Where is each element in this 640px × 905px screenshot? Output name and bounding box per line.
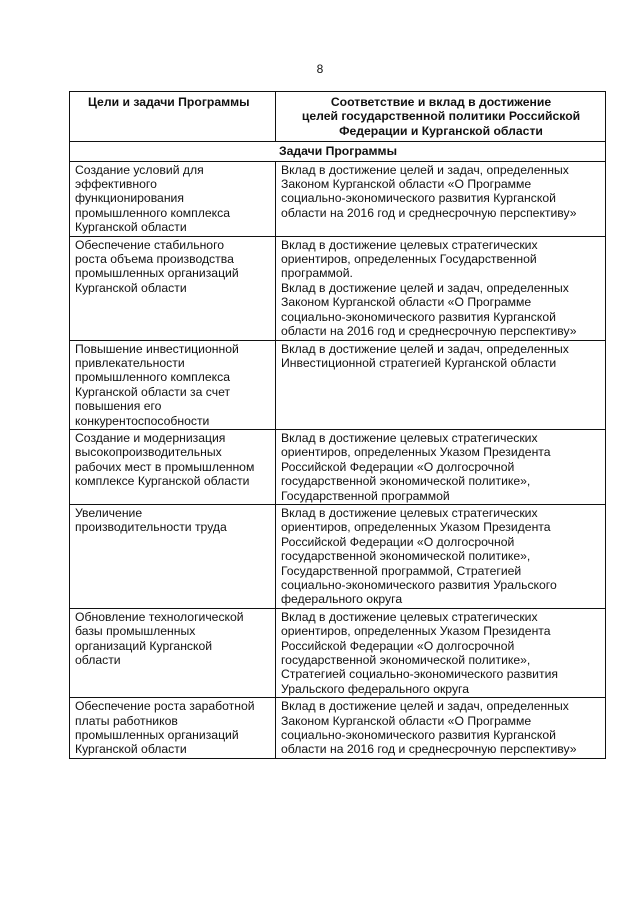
contribution-cell: Вклад в достижение целей и задач, определенных Законом Курганской области «О Программе социально-экономического развития Курганской области на 2016 год и среднесрочную перспективу» (276, 161, 606, 236)
column-header-goals: Цели и задачи Программы (70, 92, 276, 142)
section-title: Задачи Программы (70, 142, 606, 161)
section-row (70, 142, 606, 161)
table-row (70, 698, 606, 759)
table-row (70, 429, 606, 504)
goal-cell: Обеспечение стабильного роста объема производства промышленных организаций Курганской области (70, 236, 276, 340)
contribution-cell: Вклад в достижение целевых стратегических ориентиров, определенных Указом Президента Российской Федерации «О долгосрочной государственной экономической политике», Государственной программой (276, 429, 606, 504)
table-header-row (70, 92, 606, 142)
goal-cell: Создание условий для эффективного функционирования промышленного комплекса Курганской области (70, 161, 276, 236)
table-row (70, 236, 606, 340)
contribution-cell: Вклад в достижение целевых стратегических ориентиров, определенных Государственной программой. Вклад в достижение целей и задач, определенных Законом Курганской области «О Программе социально-экономического развития Курганской области на 2016 год и среднесрочную перспективу» (276, 236, 606, 340)
goal-cell: Повышение инвестиционной привлекательности промышленного комплекса Курганской области за счет повышения его конкурентоспособности (70, 340, 276, 429)
table-row (70, 161, 606, 236)
column-header-contribution: Соответствие и вклад в достижение целей государственной политики Российской Федерации и Курганской области (276, 92, 606, 142)
contribution-cell: Вклад в достижение целей и задач, определенных Инвестиционной стратегией Курганской области (276, 340, 606, 429)
goal-cell: Увеличение производительности труда (70, 504, 276, 608)
table-row (70, 504, 606, 608)
table-row (70, 340, 606, 429)
goal-cell: Обеспечение роста заработной платы работников промышленных организаций Курганской области (70, 698, 276, 759)
contribution-cell: Вклад в достижение целевых стратегических ориентиров, определенных Указом Президента Российской Федерации «О долгосрочной государственной экономической политике», Государственной программой, Стратегией социально-экономического развития Уральского федерального округа (276, 504, 606, 608)
goal-cell: Обновление технологической базы промышленных организаций Курганской области (70, 608, 276, 697)
goals-table (69, 91, 606, 759)
table-row (70, 608, 606, 697)
goal-cell: Создание и модернизация высокопроизводительных рабочих мест в промышленном комплексе Курганской области (70, 429, 276, 504)
page-number: 8 (316, 62, 324, 76)
contribution-cell: Вклад в достижение целей и задач, определенных Законом Курганской области «О Программе социально-экономического развития Курганской области на 2016 год и среднесрочную перспективу» (276, 698, 606, 759)
contribution-cell: Вклад в достижение целевых стратегических ориентиров, определенных Указом Президента Российской Федерации «О долгосрочной государственной экономической политике», Стратегией социально-экономического развития Уральского федерального округа (276, 608, 606, 697)
